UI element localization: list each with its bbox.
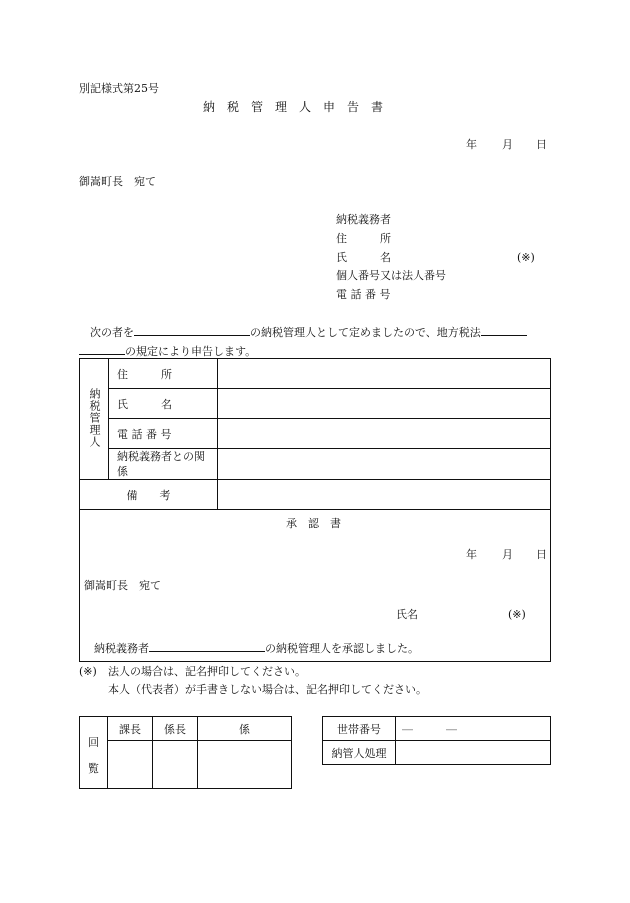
blank-purpose[interactable] xyxy=(134,324,250,336)
manager-side-label: 納税管理人 xyxy=(88,387,101,448)
manager-name-field[interactable] xyxy=(218,389,551,419)
page-title: 納 税 管 理 人 申 告 書 xyxy=(203,100,384,114)
taxpayer-phone-label: 電 話 番 号 xyxy=(336,288,391,301)
note-mark: (※) xyxy=(79,665,97,678)
manager-address-label-cell xyxy=(109,359,218,389)
taxpayer-name-label: 氏 名 xyxy=(336,251,391,264)
manager-relation-field[interactable] xyxy=(218,449,551,480)
taxpayer-heading: 納税義務者 xyxy=(336,213,391,226)
approval-date-day: 日 xyxy=(536,548,547,561)
form-number: 別記様式第25号 xyxy=(79,82,159,95)
office-table xyxy=(322,716,551,765)
approval-date-year: 年 xyxy=(466,548,477,561)
manager-phone-label-cell xyxy=(109,419,218,449)
circulation-col-section-chief: 課長 xyxy=(108,717,153,741)
note-line-2: 本人（代表者）が手書きしない場合は、記名押印してください。 xyxy=(108,683,427,696)
declaration-part1: 次の者を xyxy=(90,326,134,339)
stamp-box-subsection-chief[interactable] xyxy=(153,741,198,789)
manager-address-label: 住 所 xyxy=(117,367,172,381)
approval-text-part2: の納税管理人を承認しました。 xyxy=(265,642,419,655)
stamp-box-staff[interactable] xyxy=(198,741,292,789)
circulation-col-subsection-chief: 係長 xyxy=(153,717,198,741)
circulation-label-cell xyxy=(80,717,108,789)
taxpayer-address-label: 住 所 xyxy=(336,232,391,245)
declaration-line-2 xyxy=(79,343,256,357)
household-number-field[interactable]: ― ― xyxy=(396,717,551,741)
circulation-col-staff: 係 xyxy=(198,717,292,741)
manager-address-field[interactable] xyxy=(218,359,551,389)
blank-law-article-2[interactable] xyxy=(79,343,125,355)
manager-relation-label: 納税義務者との関係 xyxy=(109,449,218,480)
household-number-label: 世帯番号 xyxy=(323,717,396,741)
manager-phone-label: 電 話 番 号 xyxy=(117,427,172,441)
approval-title: 承 認 書 xyxy=(286,517,341,530)
date-month: 月 xyxy=(502,138,513,151)
approval-date-month: 月 xyxy=(502,548,513,561)
declaration-part3: の規定により申告します。 xyxy=(125,345,257,358)
manager-table xyxy=(79,358,551,662)
circulation-label: 回覧 xyxy=(88,735,99,775)
addressee: 御嵩町長 宛て xyxy=(79,175,156,188)
approval-seal-mark: (※) xyxy=(508,608,526,621)
manager-name-label-cell xyxy=(109,389,218,419)
note-line-1: 法人の場合は、記名押印してください。 xyxy=(108,665,306,678)
approval-addressee: 御嵩町長 宛て xyxy=(84,579,161,592)
stamp-box-section-chief[interactable] xyxy=(108,741,153,789)
approval-name-label: 氏名 xyxy=(396,608,418,621)
declaration-line-1 xyxy=(90,324,527,338)
date-year: 年 xyxy=(466,138,477,151)
circulation-table xyxy=(79,716,292,789)
approval-text-part1: 納税義務者 xyxy=(94,642,149,655)
taxpayer-seal-mark: (※) xyxy=(517,251,535,264)
approval-statement xyxy=(94,640,419,654)
manager-phone-field[interactable] xyxy=(218,419,551,449)
manager-processing-label: 納管人処理 xyxy=(323,741,396,765)
taxpayer-id-label: 個人番号又は法人番号 xyxy=(336,269,446,282)
declaration-part2: の納税管理人として定めましたので、地方税法 xyxy=(250,326,481,339)
remarks-field[interactable] xyxy=(218,480,551,510)
blank-law-article-1[interactable] xyxy=(481,324,527,336)
manager-side-label-cell xyxy=(80,359,109,480)
remarks-label: 備 考 xyxy=(80,480,218,510)
manager-name-label: 氏 名 xyxy=(117,397,172,411)
approval-blank[interactable] xyxy=(149,640,265,652)
date-day: 日 xyxy=(536,138,547,151)
manager-processing-field[interactable] xyxy=(396,741,551,765)
